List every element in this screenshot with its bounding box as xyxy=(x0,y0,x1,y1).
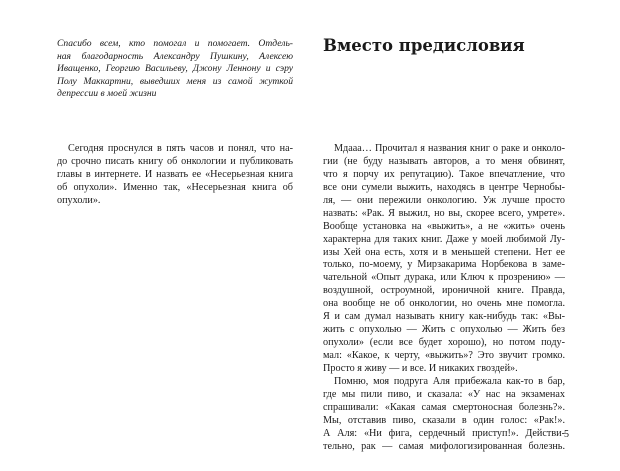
body-line: мал: «Какое, к черту, «выжить»? Это звучит громко. xyxy=(323,350,565,361)
body-line: до срочно писать книгу об онкологии и публиковать xyxy=(57,155,293,167)
page-number: 5 xyxy=(564,429,569,440)
body-line: характерна для таких книг. Даже у моей любимой Лу- xyxy=(323,233,565,245)
body-line: она вообще не об онкологии, но очень мне помогла. xyxy=(323,298,565,310)
body-line: изы Хей она есть, хотя и в меньшей степени. Нет ее xyxy=(323,246,565,258)
body-line: опухоли». xyxy=(57,194,101,206)
body-line: гии (не буду называть авторов, а то меня обвинят, xyxy=(323,155,565,167)
body-line: тельно, рак — самая мифологизированная болезнь. xyxy=(323,440,565,452)
body-line: чательной «Опыт дурака, или Ключ к прозрению» — xyxy=(323,272,565,284)
body-line: назвать: «Рак. Я выжил, но вы, скорее всего, умрете». xyxy=(323,207,565,219)
epigraph-line: ная благодарность Александру Пушкину, Алексею xyxy=(57,50,293,62)
body-line: что я порчу их репутацию). Такое впечатление, что xyxy=(323,168,565,180)
body-line: ля, — они пережили онкологию. Уж лучше просто xyxy=(323,194,565,206)
body-line: А Аля: «Ни фига, сердечный приступ!». Действи- xyxy=(323,427,565,439)
body-line: жить с опухолью — Жить с опухолью — Жить без xyxy=(323,324,565,336)
epigraph xyxy=(57,38,293,101)
right-body-text xyxy=(323,143,565,454)
body-line: спрашивали: «Какая самая смертоносная болезнь?». xyxy=(323,401,565,413)
left-body-paragraph xyxy=(57,143,293,208)
epigraph-line: депрессии в моей жизни xyxy=(57,88,157,100)
epigraph-line: Полу Маккартни, выведших меня из самой жуткой xyxy=(57,75,293,87)
epigraph-line: Иващенко, Георгию Васильеву, Джону Леннону и сэру xyxy=(57,63,293,75)
chapter-title: Вместо предисловия xyxy=(323,36,525,55)
epigraph-line: Спасибо всем, кто помогал и помогает. Отдель- xyxy=(57,38,293,49)
body-line: все они сумели выжить, находясь в центре Чернобы- xyxy=(323,181,565,193)
right-page xyxy=(310,0,620,471)
body-line: Мы, отставив пиво, сказали в один голос: «Рак!». xyxy=(323,414,565,426)
body-line: Просто я живу — и все. И никаких гвоздей». xyxy=(323,362,518,374)
body-line: Сегодня проснулся в пять часов и понял, что на- xyxy=(68,143,293,154)
body-line: Я и сам думал называть книгу как-нибудь так: «Вы- xyxy=(323,311,565,323)
body-line: опухоли» (если все будет хорошо), но потом поду- xyxy=(323,337,565,349)
body-line: Мдааа… Прочитал я названия книг о раке и онколо- xyxy=(334,143,565,154)
body-line: только, по-моему, у Мирзакарима Норбекова в заме- xyxy=(323,259,565,271)
body-line: воздушной, остроумной, ироничной книге. Правда, xyxy=(323,285,565,297)
body-line: где мы пили пиво, и сказала: «У нас на экзаменах xyxy=(323,388,565,400)
body-line: главы в интернете. И назвать ее «Несерьезная книга xyxy=(57,168,293,180)
body-line: Вообще установка на «выжить», а не «жить» очень xyxy=(323,220,565,232)
body-line: об опухоли». Именно так, «Несерьезная книга об xyxy=(57,181,293,193)
body-line: Помню, моя подруга Аля прибежала как-то в бар, xyxy=(334,375,565,387)
